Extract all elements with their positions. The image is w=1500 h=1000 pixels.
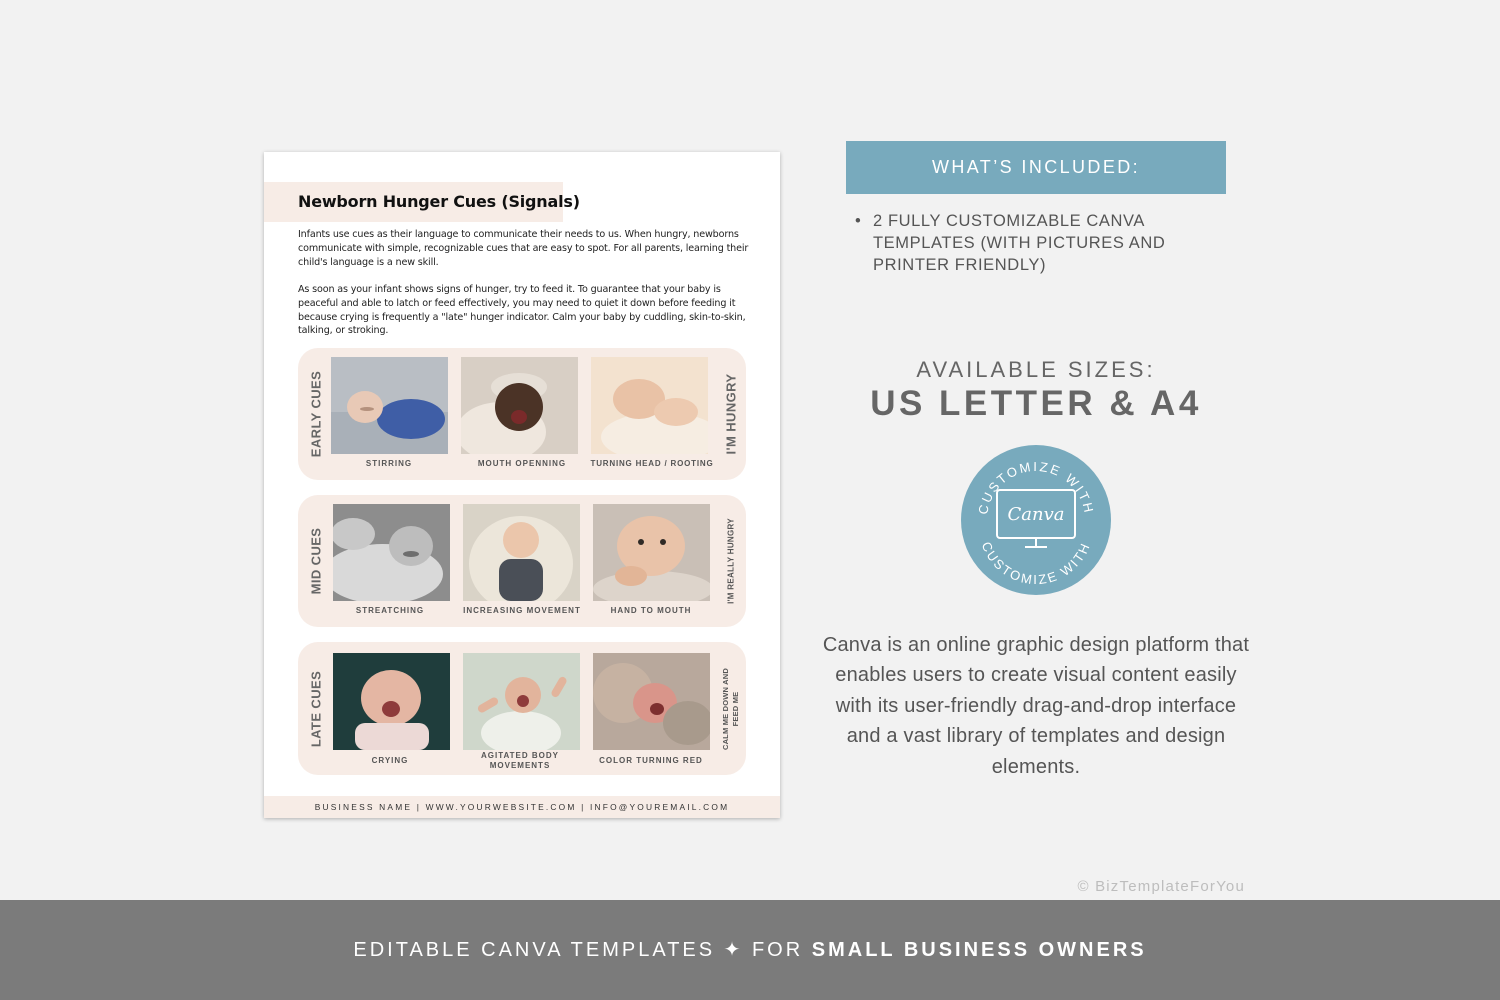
- baby-photo-hand-to-mouth: [593, 504, 710, 601]
- caption: INCREASING MOVEMENT: [463, 606, 581, 615]
- intro-paragraph: Infants use cues as their language to communicate their needs to us. When hungry, newborns communicate with simple, recognizable cues that are easy to spot. For all parents, learning their child's language is a new skill.: [298, 229, 749, 268]
- whats-included-banner: WHAT’S INCLUDED:: [846, 141, 1226, 194]
- baby-photo-crying: [333, 653, 450, 750]
- early-cues-row: [298, 348, 746, 480]
- side-label-box: [716, 495, 746, 627]
- customize-with-canva-badge: [961, 445, 1111, 595]
- row-label: EARLY CUES: [308, 370, 324, 458]
- included-item: • 2 FULLY CUSTOMIZABLE CANVA TEMPLATES (WITH PICTURES AND PRINTER FRIENDLY): [855, 210, 1235, 276]
- bottom-tagline-bar: [0, 900, 1500, 1000]
- caption: STIRRING: [365, 459, 413, 468]
- caption: HAND TO MOUTH: [610, 606, 692, 615]
- mid-cues-row: [298, 495, 746, 627]
- document-footer: BUSINESS NAME | WWW.YOURWEBSITE.COM | INFO@YOUREMAIL.COM: [264, 796, 780, 818]
- feeding-paragraph: As soon as your infant shows signs of hunger, try to feed it. To guarantee that your baby is peaceful and able to latch or feed effectively, you may need to quiet it down before feeding it because crying is frequently a "late" hunger indicator. Calm your baby by cuddling, skin-to-skin, talking, or stroking.: [298, 284, 746, 337]
- side-label-box: [716, 642, 746, 775]
- row-label: MID CUES: [308, 527, 324, 595]
- sizes-heading: AVAILABLE SIZES:: [916, 357, 1156, 382]
- baby-photo-movement: [463, 504, 580, 601]
- side-label-box: [716, 348, 746, 480]
- baby-photo-agitated: [463, 653, 580, 750]
- copyright-text: © BizTemplateForYou: [1077, 878, 1245, 895]
- side-label: I'M REALLY HUNGRY: [726, 518, 736, 604]
- document-preview: [264, 152, 780, 818]
- baby-photo-red: [593, 653, 710, 750]
- caption: AGITATED BODY MOVEMENTS: [480, 751, 560, 770]
- included-list: [855, 210, 1235, 276]
- document-title: Newborn Hunger Cues (Signals): [298, 192, 580, 211]
- tagline-emphasis: SMALL BUSINESS OWNERS: [811, 939, 1147, 961]
- side-label: CALM ME DOWN AND FEED ME: [721, 667, 740, 750]
- caption: CRYING: [371, 756, 409, 765]
- side-label: I'M HUNGRY: [723, 373, 739, 455]
- badge-ring-text-top: CUSTOMIZE WITH: [975, 458, 1097, 516]
- late-cues-row: [298, 642, 746, 775]
- row-label: LATE CUES: [308, 670, 324, 747]
- baby-photo-rooting: [591, 357, 708, 454]
- tagline-prefix: EDITABLE CANVA TEMPLATES ✦ FOR: [353, 939, 812, 961]
- canva-logo-text: Canva: [1007, 504, 1065, 525]
- baby-photo-stirring: [331, 357, 448, 454]
- caption: COLOR TURNING RED: [599, 756, 703, 765]
- baby-photo-mouth-opening: [461, 357, 578, 454]
- caption: STREATCHING: [355, 606, 425, 615]
- baby-photo-stretching: [333, 504, 450, 601]
- caption: TURNING HEAD / ROOTING: [590, 459, 714, 468]
- badge-ring-text-bottom: CUSTOMIZE WITH: [978, 539, 1094, 588]
- canva-description: Canva is an online graphic design platform that enables users to create visual content easily with its user-friendly drag-and-drop interface and a vast library of templates and design elements.: [822, 634, 1250, 778]
- caption: MOUTH OPENNING: [477, 459, 567, 468]
- sizes-value: US LETTER & A4: [870, 384, 1202, 423]
